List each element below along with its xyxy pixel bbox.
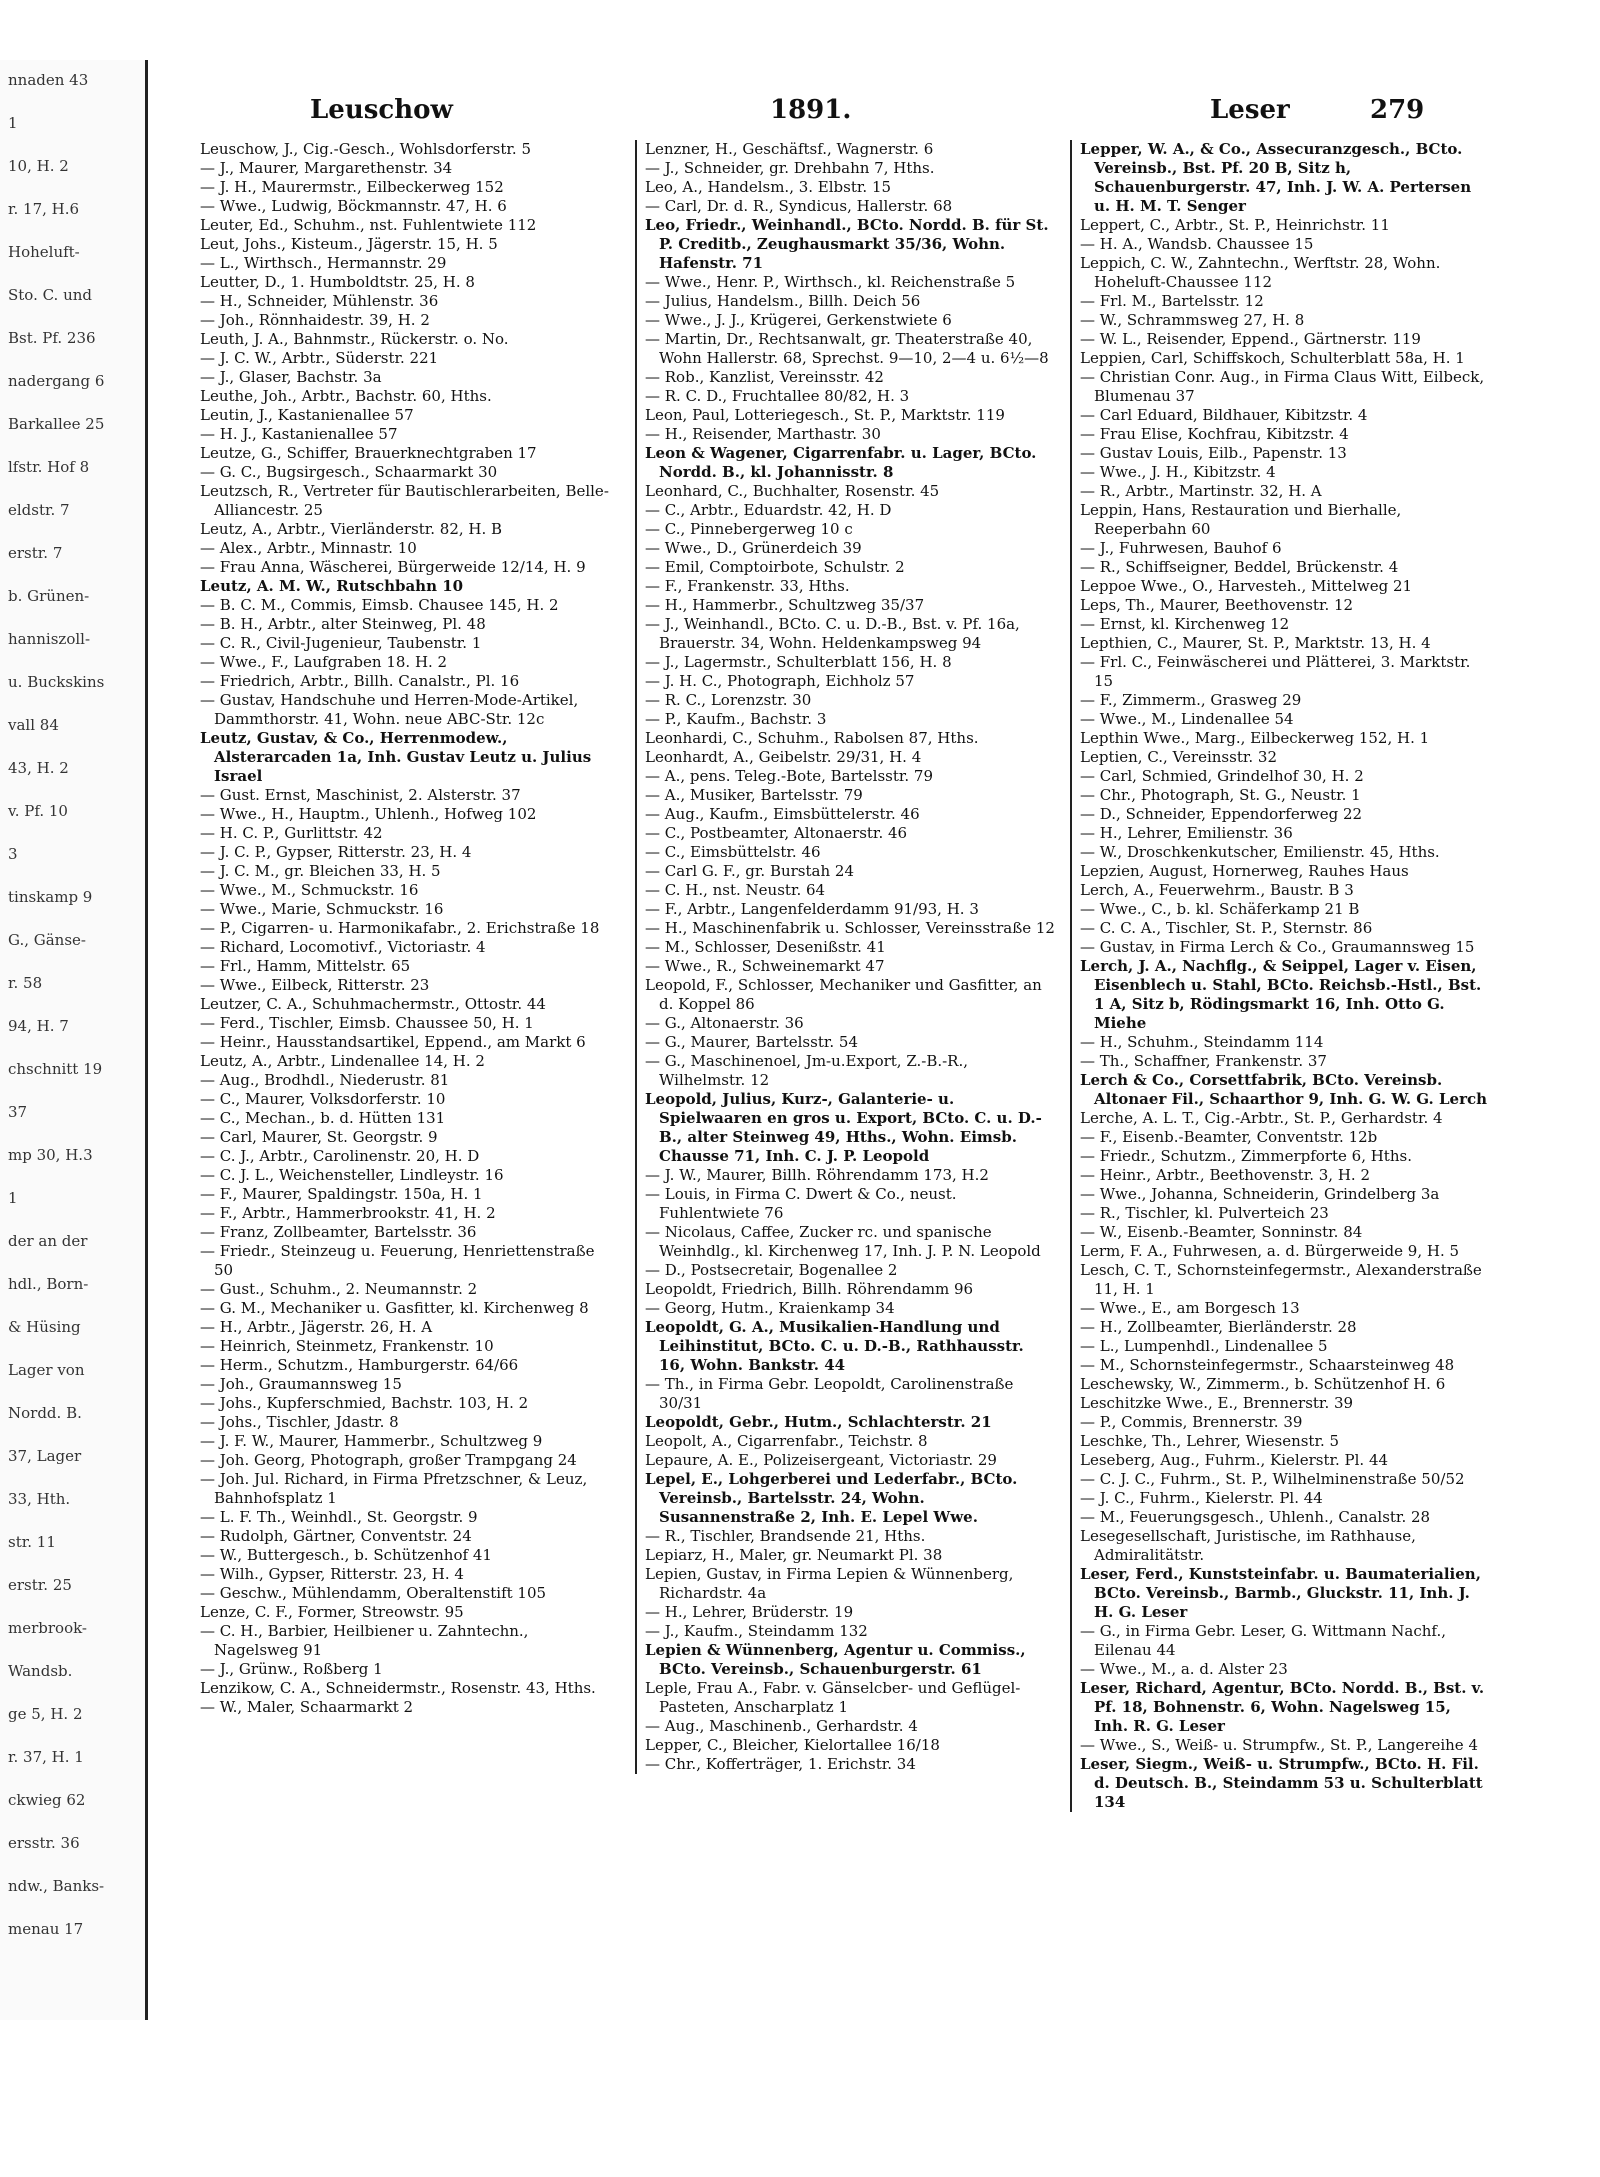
directory-entry: Leple, Frau A., Fabr. v. Gänselcber- und Geflügel-Pasteten, Anscharplatz 1 (645, 1679, 1021, 1716)
spine-line: G., Gänse- (8, 931, 86, 949)
directory-entry: — J., Lagermstr., Schulterblatt 156, H. 8 (645, 653, 952, 671)
directory-entry: Leutz, A., Arbtr., Lindenallee 14, H. 2 (200, 1052, 485, 1070)
spine-line: merbrook- (8, 1619, 87, 1637)
column-2 (635, 140, 1055, 1774)
directory-entry: Leopolt, A., Cigarrenfabr., Teichstr. 8 (645, 1432, 928, 1450)
directory-entry: — C. H., Barbier, Heilbiener u. Zahntechn., Nagelsweg 91 (200, 1622, 529, 1659)
directory-entry: Leon & Wagener, Cigarrenfabr. u. Lager, BCto. Nordd. B., kl. Johannisstr. 8 (645, 444, 1037, 481)
directory-entry: — Friedrich, Arbtr., Billh. Canalstr., Pl. 16 (200, 672, 520, 690)
header-year: 1891. (770, 95, 852, 125)
directory-entry: — J. F. W., Maurer, Hammerbr., Schultzweg 9 (200, 1432, 543, 1450)
spine-line: 94, H. 7 (8, 1017, 69, 1035)
directory-entry: — Gust. Ernst, Maschinist, 2. Alsterstr. 37 (200, 786, 521, 804)
spine-line: v. Pf. 10 (8, 802, 68, 820)
directory-entry: — Aug., Maschinenb., Gerhardstr. 4 (645, 1717, 918, 1735)
directory-entry: — Joh. Jul. Richard, in Firma Pfretzschner, & Leuz, Bahnhofsplatz 1 (200, 1470, 588, 1507)
directory-entry: — M., Schornsteinfegermstr., Schaarsteinweg 48 (1080, 1356, 1455, 1374)
directory-entry: Leschewsky, W., Zimmerm., b. Schützenhof H. 6 (1080, 1375, 1446, 1393)
directory-entry: — C., Mechan., b. d. Hütten 131 (200, 1109, 446, 1127)
directory-entry: Lerch & Co., Corsettfabrik, BCto. Vereinsb. Altonaer Fil., Schaarthor 9, Inh. G. W. G. Lerch (1080, 1071, 1488, 1108)
directory-entry: — Johs., Kupferschmied, Bachstr. 103, H. 2 (200, 1394, 529, 1412)
spine-line: ckwieg 62 (8, 1791, 86, 1809)
directory-entry: — W., Eisenb.-Beamter, Sonninstr. 84 (1080, 1223, 1363, 1241)
directory-entry: Leonhard, C., Buchhalter, Rosenstr. 45 (645, 482, 940, 500)
spine-line: str. 11 (8, 1533, 56, 1551)
page-number: 279 (1370, 95, 1425, 125)
directory-entry: — Joh., Graumannsweg 15 (200, 1375, 402, 1393)
spine-line: r. 58 (8, 974, 43, 992)
directory-entry: — Frau Anna, Wäscherei, Bürgerweide 12/14, H. 9 (200, 558, 586, 576)
directory-entry: — G., Maschinenoel, Jm-u.Export, Z.-B.-R., Wilhelmstr. 12 (645, 1052, 969, 1089)
directory-entry: Lerch, J. A., Nachflg., & Seippel, Lager v. Eisen, Eisenblech u. Stahl, BCto. Reichsb.-Hstl., Bst. 1 A, Sitz b, Rödingsmarkt 16, Inh. Otto G. Miehe (1080, 957, 1482, 1032)
directory-entry: — R. C. D., Fruchtallee 80/82, H. 3 (645, 387, 910, 405)
spine-line: Wandsb. (8, 1662, 73, 1680)
directory-entry: Lepper, W. A., & Co., Assecuranzgesch., BCto. Vereinsb., Bst. Pf. 20 B, Sitz h, Schauenburgerstr. 47, Inh. J. W. A. Pertersen u. H. M. T. Senger (1080, 140, 1472, 215)
directory-entry: — Julius, Handelsm., Billh. Deich 56 (645, 292, 921, 310)
directory-entry: — Wwe., H., Hauptm., Uhlenh., Hofweg 102 (200, 805, 537, 823)
spine-line: Nordd. B. (8, 1404, 82, 1422)
directory-entry: Leut, Johs., Kisteum., Jägerstr. 15, H. 5 (200, 235, 498, 253)
column-1 (200, 140, 610, 1717)
directory-entry: — Wwe., Marie, Schmuckstr. 16 (200, 900, 444, 918)
directory-entry: Leopoldt, Gebr., Hutm., Schlachterstr. 21 (645, 1413, 992, 1431)
directory-entry: — C. C. A., Tischler, St. P., Sternstr. 86 (1080, 919, 1373, 937)
directory-entry: — F., Zimmerm., Grasweg 29 (1080, 691, 1302, 709)
directory-entry: — R., Arbtr., Martinstr. 32, H. A (1080, 482, 1322, 500)
directory-entry: — H., Hammerbr., Schultzweg 35/37 (645, 596, 925, 614)
directory-entry: — L., Wirthsch., Hermannstr. 29 (200, 254, 447, 272)
directory-entry: Leps, Th., Maurer, Beethovenstr. 12 (1080, 596, 1354, 614)
spine-line: ge 5, H. 2 (8, 1705, 83, 1723)
directory-entry: — W., Schrammsweg 27, H. 8 (1080, 311, 1305, 329)
directory-entry: Leppich, C. W., Zahntechn., Werftstr. 28, Wohn. Hoheluft-Chaussee 112 (1080, 254, 1441, 291)
directory-entry: — Aug., Kaufm., Eimsbüttelerstr. 46 (645, 805, 920, 823)
directory-entry: — J. C., Fuhrm., Kielerstr. Pl. 44 (1080, 1489, 1323, 1507)
directory-entry: — W., Buttergesch., b. Schützenhof 41 (200, 1546, 492, 1564)
directory-entry: Leppien, Carl, Schiffskoch, Schulterblatt 58a, H. 1 (1080, 349, 1465, 367)
directory-entry: — C., Eimsbüttelstr. 46 (645, 843, 821, 861)
directory-entry: — Wwe., D., Grünerdeich 39 (645, 539, 862, 557)
directory-entry: — G., Altonaerstr. 36 (645, 1014, 804, 1032)
directory-entry: — Chr., Photograph, St. G., Neustr. 1 (1080, 786, 1361, 804)
directory-entry: — Georg, Hutm., Kraienkamp 34 (645, 1299, 895, 1317)
directory-entry: — Nicolaus, Caffee, Zucker rc. und spanische Weinhdlg., kl. Kirchenweg 17, Inh. J. P. N. Leopold (645, 1223, 1041, 1260)
directory-entry: — Rob., Kanzlist, Vereinsstr. 42 (645, 368, 884, 386)
spine-line: ndw., Banks- (8, 1877, 105, 1895)
directory-entry: Leutin, J., Kastanienallee 57 (200, 406, 414, 424)
directory-entry: — Gustav Louis, Eilb., Papenstr. 13 (1080, 444, 1347, 462)
spine-line: 1 (8, 1189, 18, 1207)
directory-entry: — R., Tischler, kl. Pulverteich 23 (1080, 1204, 1329, 1222)
spine-line: 43, H. 2 (8, 759, 69, 777)
directory-entry: — J., Weinhandl., BCto. C. u. D.-B., Bst. v. Pf. 16a, Brauerstr. 34, Wohn. Heldenkampsweg 94 (645, 615, 1020, 652)
directory-entry: Lepaure, A. E., Polizeisergeant, Victoriastr. 29 (645, 1451, 997, 1469)
header-left-word: Leuschow (310, 95, 453, 125)
directory-entry: — Wwe., C., b. kl. Schäferkamp 21 B (1080, 900, 1360, 918)
adjacent-page-edge (0, 60, 148, 2020)
directory-entry: — H. C. P., Gurlittstr. 42 (200, 824, 383, 842)
directory-entry: — R., Tischler, Brandsende 21, Hths. (645, 1527, 926, 1545)
directory-entry: — H., Schneider, Mühlenstr. 36 (200, 292, 439, 310)
directory-entry: Leo, Friedr., Weinhandl., BCto. Nordd. B. für St. P. Creditb., Zeughausmarkt 35/36, Wohn. Hafenstr. 71 (645, 216, 1049, 272)
directory-entry: Lepthin Wwe., Marg., Eilbeckerweg 152, H. 1 (1080, 729, 1430, 747)
directory-entry: — Aug., Brodhdl., Niederustr. 81 (200, 1071, 450, 1089)
directory-entry: — Wwe., F., Laufgraben 18. H. 2 (200, 653, 448, 671)
directory-entry: — Martin, Dr., Rechtsanwalt, gr. Theaterstraße 40, Wohn Hallerstr. 68, Sprechst. 9—10, 2—4 u. 6½—8 (645, 330, 1049, 367)
spine-line: Hoheluft- (8, 243, 80, 261)
spine-line: erstr. 25 (8, 1576, 72, 1594)
page-header (170, 95, 1460, 145)
directory-entry: — J. C. P., Gypser, Ritterstr. 23, H. 4 (200, 843, 472, 861)
directory-entry: Leuthe, Joh., Arbtr., Bachstr. 60, Hths. (200, 387, 492, 405)
directory-entry: Leptien, C., Vereinsstr. 32 (1080, 748, 1277, 766)
directory-entry: Leutzsch, R., Vertreter für Bautischlerarbeiten, Belle-Alliancestr. 25 (200, 482, 609, 519)
directory-entry: — A., Musiker, Bartelsstr. 79 (645, 786, 863, 804)
directory-entry: — C., Arbtr., Eduardstr. 42, H. D (645, 501, 892, 519)
spine-line: 33, Hth. (8, 1490, 71, 1508)
directory-entry: — Frl. M., Bartelsstr. 12 (1080, 292, 1264, 310)
directory-entry: Leuschow, J., Cig.-Gesch., Wohlsdorferstr. 5 (200, 140, 531, 158)
column-3 (1070, 140, 1490, 1812)
directory-entry: Lesch, C. T., Schornsteinfegermstr., Alexanderstraße 11, H. 1 (1080, 1261, 1482, 1298)
directory-entry: — Carl G. F., gr. Burstah 24 (645, 862, 854, 880)
spine-line: erstr. 7 (8, 544, 63, 562)
directory-entry: — W. L., Reisender, Eppend., Gärtnerstr. 119 (1080, 330, 1421, 348)
directory-entry: — Gustav, in Firma Lerch & Co., Graumannsweg 15 (1080, 938, 1475, 956)
spine-line: r. 37, H. 1 (8, 1748, 84, 1766)
directory-entry: Lenzikow, C. A., Schneidermstr., Rosenstr. 43, Hths. (200, 1679, 596, 1697)
directory-entry: Leo, A., Handelsm., 3. Elbstr. 15 (645, 178, 892, 196)
directory-entry: Leon, Paul, Lotteriegesch., St. P., Marktstr. 119 (645, 406, 1005, 424)
directory-entry: — F., Maurer, Spaldingstr. 150a, H. 1 (200, 1185, 483, 1203)
directory-entry: Leser, Richard, Agentur, BCto. Nordd. B., Bst. v. Pf. 18, Bohnenstr. 6, Wohn. Nagelsweg 15, Inh. R. G. Leser (1080, 1679, 1485, 1735)
directory-entry: Leopold, F., Schlosser, Mechaniker und Gasfitter, an d. Koppel 86 (645, 976, 1042, 1013)
directory-entry: Leser, Ferd., Kunststeinfabr. u. Baumaterialien, BCto. Vereinsb., Barmb., Gluckstr. 11, Inh. J. H. G. Leser (1080, 1565, 1481, 1621)
spine-line: chschnitt 19 (8, 1060, 103, 1078)
spine-line: 10, H. 2 (8, 157, 69, 175)
spine-line: 37 (8, 1103, 28, 1121)
directory-entry: — J., Grünw., Roßberg 1 (200, 1660, 383, 1678)
directory-entry: — J. H., Maurermstr., Eilbeckerweg 152 (200, 178, 504, 196)
directory-entry: — G., in Firma Gebr. Leser, G. Wittmann Nachf., Eilenau 44 (1080, 1622, 1446, 1659)
spine-line: r. 17, H.6 (8, 200, 80, 218)
directory-entry: — G., Maurer, Bartelsstr. 54 (645, 1033, 858, 1051)
directory-entry: — Frl., Hamm, Mittelstr. 65 (200, 957, 411, 975)
directory-entry: — H., Lehrer, Brüderstr. 19 (645, 1603, 854, 1621)
directory-entry: — Th., in Firma Gebr. Leopoldt, Carolinenstraße 30/31 (645, 1375, 1014, 1412)
directory-entry: — H. A., Wandsb. Chaussee 15 (1080, 235, 1314, 253)
directory-entry: — Geschw., Mühlendamm, Oberaltenstift 105 (200, 1584, 547, 1602)
directory-entry: — Ernst, kl. Kirchenweg 12 (1080, 615, 1290, 633)
spine-line: 3 (8, 845, 18, 863)
directory-entry: — C. H., nst. Neustr. 64 (645, 881, 826, 899)
directory-entry: — Gust., Schuhm., 2. Neumannstr. 2 (200, 1280, 478, 1298)
directory-entry: — Friedr., Schutzm., Zimmerpforte 6, Hths. (1080, 1147, 1412, 1165)
spine-line: & Hüsing (8, 1318, 81, 1336)
directory-entry: — H., Lehrer, Emilienstr. 36 (1080, 824, 1293, 842)
directory-entry: — H., Maschinenfabrik u. Schlosser, Vereinsstraße 12 (645, 919, 1055, 937)
directory-entry: — Wwe., J. H., Kibitzstr. 4 (1080, 463, 1276, 481)
directory-entry: — Heinr., Arbtr., Beethovenstr. 3, H. 2 (1080, 1166, 1371, 1184)
directory-entry: — Ferd., Tischler, Eimsb. Chaussee 50, H. 1 (200, 1014, 534, 1032)
directory-entry: — F., Arbtr., Hammerbrookstr. 41, H. 2 (200, 1204, 496, 1222)
directory-entry: Leppert, C., Arbtr., St. P., Heinrichstr. 11 (1080, 216, 1390, 234)
directory-entry: Leutz, A., Arbtr., Vierländerstr. 82, H. B (200, 520, 503, 538)
directory-entry: — Franz, Zollbeamter, Bartelsstr. 36 (200, 1223, 477, 1241)
directory-entry: — Louis, in Firma C. Dwert & Co., neust. Fuhlentwiete 76 (645, 1185, 957, 1222)
directory-entry: Leser, Siegm., Weiß- u. Strumpfw., BCto. H. Fil. d. Deutsch. B., Steindamm 53 u. Schulterblatt 134 (1080, 1755, 1483, 1811)
directory-entry: — Heinrich, Steinmetz, Frankenstr. 10 (200, 1337, 494, 1355)
directory-entry: — C. J. C., Fuhrm., St. P., Wilhelminenstraße 50/52 (1080, 1470, 1465, 1488)
directory-entry: — Joh. Georg, Photograph, großer Trampgang 24 (200, 1451, 577, 1469)
directory-entry: — Joh., Rönnhaidestr. 39, H. 2 (200, 311, 430, 329)
spine-line: Barkallee 25 (8, 415, 105, 433)
directory-entry: — B. H., Arbtr., alter Steinweg, Pl. 48 (200, 615, 486, 633)
directory-entry: — Carl Eduard, Bildhauer, Kibitzstr. 4 (1080, 406, 1368, 424)
spine-line: hdl., Born- (8, 1275, 89, 1293)
directory-entry: — H., Schuhm., Steindamm 114 (1080, 1033, 1324, 1051)
directory-entry: Lepien & Wünnenberg, Agentur u. Commiss., BCto. Vereinsb., Schauenburgerstr. 61 (645, 1641, 1026, 1678)
directory-entry: — Johs., Tischler, Jdastr. 8 (200, 1413, 399, 1431)
directory-entry: — Chr., Kofferträger, 1. Erichstr. 34 (645, 1755, 916, 1773)
directory-entry: — Alex., Arbtr., Minnastr. 10 (200, 539, 417, 557)
directory-entry: — W., Droschkenkutscher, Emilienstr. 45, Hths. (1080, 843, 1440, 861)
directory-entry: — F., Arbtr., Langenfelderdamm 91/93, H. 3 (645, 900, 979, 918)
directory-entry: — H., Reisender, Marthastr. 30 (645, 425, 881, 443)
directory-entry: Lerm, F. A., Fuhrwesen, a. d. Bürgerweide 9, H. 5 (1080, 1242, 1460, 1260)
spine-line: 37, Lager (8, 1447, 82, 1465)
directory-entry: Leutze, G., Schiffer, Brauerknechtgraben 17 (200, 444, 537, 462)
directory-entry: — H. J., Kastanienallee 57 (200, 425, 398, 443)
directory-entry: — Rudolph, Gärtner, Conventstr. 24 (200, 1527, 472, 1545)
directory-entry: — J. C. W., Arbtr., Süderstr. 221 (200, 349, 439, 367)
directory-entry: — Wwe., Henr. P., Wirthsch., kl. Reichenstraße 5 (645, 273, 1016, 291)
directory-entry: — J., Maurer, Margarethenstr. 34 (200, 159, 453, 177)
spine-line: mp 30, H.3 (8, 1146, 93, 1164)
directory-entry: — L., Lumpenhdl., Lindenallee 5 (1080, 1337, 1328, 1355)
directory-entry: — Wwe., S., Weiß- u. Strumpfw., St. P., Langereihe 4 (1080, 1736, 1478, 1754)
directory-entry: — Richard, Locomotivf., Victoriastr. 4 (200, 938, 486, 956)
spine-line: lfstr. Hof 8 (8, 458, 90, 476)
directory-entry: Lerche, A. L. T., Cig.-Arbtr., St. P., Gerhardstr. 4 (1080, 1109, 1443, 1127)
directory-entry: — C. R., Civil-Jugenieur, Taubenstr. 1 (200, 634, 482, 652)
spine-line: nnaden 43 (8, 71, 89, 89)
directory-entry: Lepper, C., Bleicher, Kielortallee 16/18 (645, 1736, 940, 1754)
directory-entry: Leschitzke Wwe., E., Brennerstr. 39 (1080, 1394, 1354, 1412)
spine-line: Sto. C. und (8, 286, 93, 304)
directory-entry: — C. J. L., Weichensteller, Lindleystr. 16 (200, 1166, 504, 1184)
directory-entry: Lenze, C. F., Former, Streowstr. 95 (200, 1603, 464, 1621)
directory-entry: Leutzer, C. A., Schuhmachermstr., Ottostr. 44 (200, 995, 546, 1013)
directory-entry: Leuter, Ed., Schuhm., nst. Fuhlentwiete 112 (200, 216, 537, 234)
directory-entry: — Wwe., E., am Borgesch 13 (1080, 1299, 1300, 1317)
directory-entry: — J., Kaufm., Steindamm 132 (645, 1622, 868, 1640)
directory-entry: — Wwe., M., Schmuckstr. 16 (200, 881, 419, 899)
directory-entry: — Carl, Dr. d. R., Syndicus, Hallerstr. 68 (645, 197, 953, 215)
directory-entry: — Wwe., Eilbeck, Ritterstr. 23 (200, 976, 430, 994)
directory-entry: — Carl, Schmied, Grindelhof 30, H. 2 (1080, 767, 1364, 785)
directory-entry: — J. H. C., Photograph, Eichholz 57 (645, 672, 915, 690)
directory-entry: Leopold, Julius, Kurz-, Galanterie- u. Spielwaaren en gros u. Export, BCto. C. u. D.-B., alter Steinweg 49, Hths., Wohn. Eimsb. Chausse 71, Inh. C. J. P. Leopold (645, 1090, 1042, 1165)
directory-entry: — J., Glaser, Bachstr. 3a (200, 368, 382, 386)
directory-entry: — Wwe., J. J., Krügerei, Gerkenstwiete 6 (645, 311, 952, 329)
directory-entry: — Heinr., Hausstandsartikel, Eppend., am Markt 6 (200, 1033, 586, 1051)
directory-entry: Lepthien, C., Maurer, St. P., Marktstr. 13, H. 4 (1080, 634, 1431, 652)
header-right-word: Leser (1210, 95, 1290, 125)
directory-entry: — J. W., Maurer, Billh. Röhrendamm 173, H.2 (645, 1166, 989, 1184)
spine-line: menau 17 (8, 1920, 84, 1938)
spine-line: nadergang 6 (8, 372, 105, 390)
directory-entry: — C., Pinnebergerweg 10 c (645, 520, 853, 538)
directory-entry: — Frl. C., Feinwäscherei und Plätterei, 3. Marktstr. 15 (1080, 653, 1471, 690)
directory-entry: Leonhardi, C., Schuhm., Rabolsen 87, Hths. (645, 729, 979, 747)
directory-entry: — F., Frankenstr. 33, Hths. (645, 577, 850, 595)
directory-entry: — L. F. Th., Weinhdl., St. Georgstr. 9 (200, 1508, 478, 1526)
directory-entry: Lepel, E., Lohgerberei und Lederfabr., BCto. Vereinsb., Bartelsstr. 24, Wohn. Susannenstraße 2, Inh. E. Lepel Wwe. (645, 1470, 1018, 1526)
spine-line: ersstr. 36 (8, 1834, 80, 1852)
directory-entry: — Th., Schaffner, Frankenstr. 37 (1080, 1052, 1327, 1070)
spine-line: der an der (8, 1232, 88, 1250)
directory-entry: — D., Postsecretair, Bogenallee 2 (645, 1261, 898, 1279)
directory-entry: Leutter, D., 1. Humboldtstr. 25, H. 8 (200, 273, 475, 291)
directory-entry: — Friedr., Steinzeug u. Feuerung, Henriettenstraße 50 (200, 1242, 595, 1279)
directory-entry: — Wwe., R., Schweinemarkt 47 (645, 957, 885, 975)
directory-entry: — Wwe., Johanna, Schneiderin, Grindelberg 3a (1080, 1185, 1440, 1203)
directory-entry: Lenzner, H., Geschäftsf., Wagnerstr. 6 (645, 140, 934, 158)
spine-line: tinskamp 9 (8, 888, 93, 906)
directory-entry: Lepiarz, H., Maler, gr. Neumarkt Pl. 38 (645, 1546, 943, 1564)
directory-entry: Leonhardt, A., Geibelstr. 29/31, H. 4 (645, 748, 922, 766)
spine-line: 1 (8, 114, 18, 132)
directory-entry: — Wilh., Gypser, Ritterstr. 23, H. 4 (200, 1565, 464, 1583)
directory-entry: Leppin, Hans, Restauration und Bierhalle, Reeperbahn 60 (1080, 501, 1402, 538)
directory-entry: Leutz, Gustav, & Co., Herrenmodew., Alsterarcaden 1a, Inh. Gustav Leutz u. Julius Israel (200, 729, 592, 785)
directory-entry: — R., Schiffseigner, Beddel, Brückenstr. 4 (1080, 558, 1399, 576)
directory-entry: Leopoldt, Friedrich, Billh. Röhrendamm 96 (645, 1280, 974, 1298)
directory-entry: — Wwe., M., a. d. Alster 23 (1080, 1660, 1288, 1678)
directory-entry: — Wwe., M., Lindenallee 54 (1080, 710, 1294, 728)
directory-entry: — Emil, Comptoirbote, Schulstr. 2 (645, 558, 905, 576)
directory-entry: — W., Maler, Schaarmarkt 2 (200, 1698, 414, 1716)
spine-line: vall 84 (8, 716, 59, 734)
directory-page (170, 60, 1520, 2060)
directory-entry: Leuth, J. A., Bahnmstr., Rückerstr. o. No. (200, 330, 509, 348)
directory-entry: — D., Schneider, Eppendorferweg 22 (1080, 805, 1363, 823)
spine-line: hanniszoll- (8, 630, 91, 648)
directory-entry: — Wwe., Ludwig, Böckmannstr. 47, H. 6 (200, 197, 507, 215)
spine-line: Bst. Pf. 236 (8, 329, 96, 347)
directory-entry: — H., Arbtr., Jägerstr. 26, H. A (200, 1318, 433, 1336)
directory-entry: Leppoe Wwe., O., Harvesteh., Mittelweg 21 (1080, 577, 1413, 595)
directory-entry: — H., Zollbeamter, Bierländerstr. 28 (1080, 1318, 1357, 1336)
directory-entry: — C., Maurer, Volksdorferstr. 10 (200, 1090, 446, 1108)
directory-entry: Leschke, Th., Lehrer, Wiesenstr. 5 (1080, 1432, 1340, 1450)
directory-entry: — C. J., Arbtr., Carolinenstr. 20, H. D (200, 1147, 480, 1165)
directory-entry: — M., Schlosser, Desenißstr. 41 (645, 938, 886, 956)
directory-entry: — J., Schneider, gr. Drehbahn 7, Hths. (645, 159, 935, 177)
directory-entry: Leseberg, Aug., Fuhrm., Kielerstr. Pl. 44 (1080, 1451, 1389, 1469)
spine-line: u. Buckskins (8, 673, 105, 691)
directory-entry: — Herm., Schutzm., Hamburgerstr. 64/66 (200, 1356, 519, 1374)
directory-entry: Leutz, A. M. W., Rutschbahn 10 (200, 577, 464, 595)
directory-entry: Leopoldt, G. A., Musikalien-Handlung und Leihinstitut, BCto. C. u. D.-B., Rathhausstr. 16, Wohn. Bankstr. 44 (645, 1318, 1024, 1374)
spine-line: eldstr. 7 (8, 501, 70, 519)
directory-entry: — G. C., Bugsirgesch., Schaarmarkt 30 (200, 463, 498, 481)
directory-entry: — C., Postbeamter, Altonaerstr. 46 (645, 824, 908, 842)
directory-entry: — Christian Conr. Aug., in Firma Claus Witt, Eilbeck, Blumenau 37 (1080, 368, 1485, 405)
directory-entry: Lerch, A., Feuerwehrm., Baustr. B 3 (1080, 881, 1354, 899)
directory-entry: — B. C. M., Commis, Eimsb. Chausee 145, H. 2 (200, 596, 559, 614)
directory-entry: — Frau Elise, Kochfrau, Kibitzstr. 4 (1080, 425, 1349, 443)
directory-entry: — J. C. M., gr. Bleichen 33, H. 5 (200, 862, 441, 880)
directory-entry: — J., Fuhrwesen, Bauhof 6 (1080, 539, 1282, 557)
spine-line: Lager von (8, 1361, 85, 1379)
directory-entry: — Carl, Maurer, St. Georgstr. 9 (200, 1128, 438, 1146)
directory-entry: Lepien, Gustav, in Firma Lepien & Wünnenberg, Richardstr. 4a (645, 1565, 1014, 1602)
directory-entry: Lesegesellschaft, Juristische, im Rathhause, Admiralitätstr. (1080, 1527, 1416, 1564)
directory-entry: — P., Commis, Brennerstr. 39 (1080, 1413, 1303, 1431)
directory-entry: — P., Cigarren- u. Harmonikafabr., 2. Erichstraße 18 (200, 919, 600, 937)
directory-entry: — G. M., Mechaniker u. Gasfitter, kl. Kirchenweg 8 (200, 1299, 589, 1317)
directory-entry: Lepzien, August, Hornerweg, Rauhes Haus (1080, 862, 1409, 880)
directory-entry: — F., Eisenb.-Beamter, Conventstr. 12b (1080, 1128, 1378, 1146)
directory-entry: — M., Feuerungsgesch., Uhlenh., Canalstr. 28 (1080, 1508, 1431, 1526)
directory-entry: — Gustav, Handschuhe und Herren-Mode-Artikel, Dammthorstr. 41, Wohn. neue ABC-Str. 12c (200, 691, 579, 728)
directory-entry: — P., Kaufm., Bachstr. 3 (645, 710, 827, 728)
directory-entry: — A., pens. Teleg.-Bote, Bartelsstr. 79 (645, 767, 934, 785)
spine-line: b. Grünen- (8, 587, 90, 605)
directory-entry: — R. C., Lorenzstr. 30 (645, 691, 812, 709)
